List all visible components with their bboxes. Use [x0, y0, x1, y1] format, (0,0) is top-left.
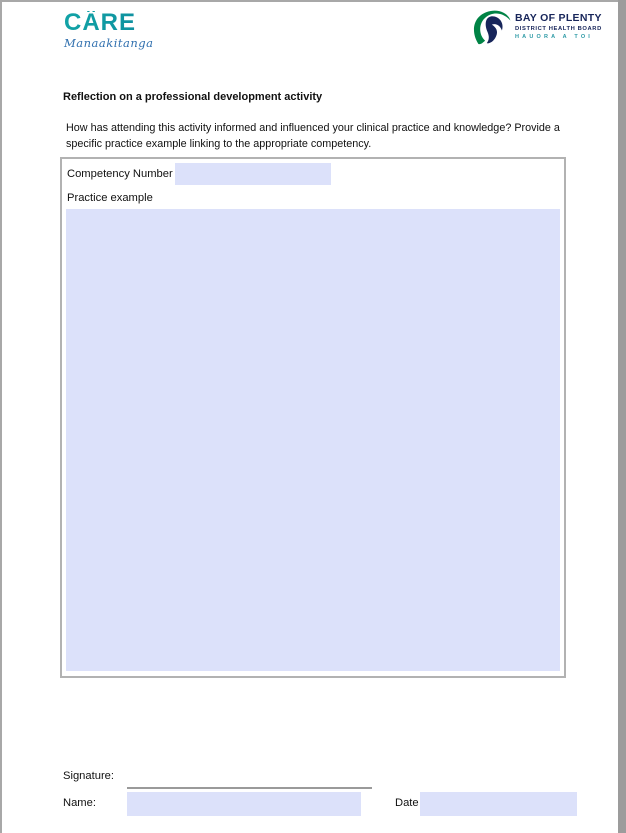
document-prompt: How has attending this activity informed and influenced your clinical practice and knowledge? Provide a specific practice example linking to the appropriate competency. [66, 122, 560, 150]
care-logo-wordmark: CÄRE [64, 11, 204, 35]
signature-label: Signature: [63, 770, 114, 782]
competency-number-input[interactable] [175, 163, 331, 185]
name-label: Name: [63, 797, 96, 809]
competency-number-label: Competency Number [67, 168, 173, 180]
page-edge-left [0, 0, 2, 833]
koru-swirl-icon [470, 8, 512, 48]
page-edge-top [0, 0, 626, 2]
bop-logo-text [515, 13, 602, 40]
bop-logo-maori: HAUORA A TOI [515, 33, 594, 40]
care-logo-tagline: Manaakitanga [64, 36, 154, 50]
page-edge-right [618, 0, 626, 833]
name-input[interactable] [127, 792, 361, 816]
bop-logo-name: BAY OF PLENTY [515, 12, 602, 24]
document-title: Reflection on a professional development activity [63, 91, 323, 103]
care-logo [64, 11, 204, 50]
practice-example-label: Practice example [67, 192, 153, 204]
signature-line [127, 787, 372, 789]
bop-logo [470, 8, 602, 48]
date-label: Date [395, 797, 419, 809]
reflection-form-box [60, 157, 566, 678]
date-input[interactable] [420, 792, 577, 816]
bop-logo-subname: DISTRICT HEALTH BOARD [515, 25, 602, 32]
practice-example-textarea[interactable] [66, 209, 560, 671]
